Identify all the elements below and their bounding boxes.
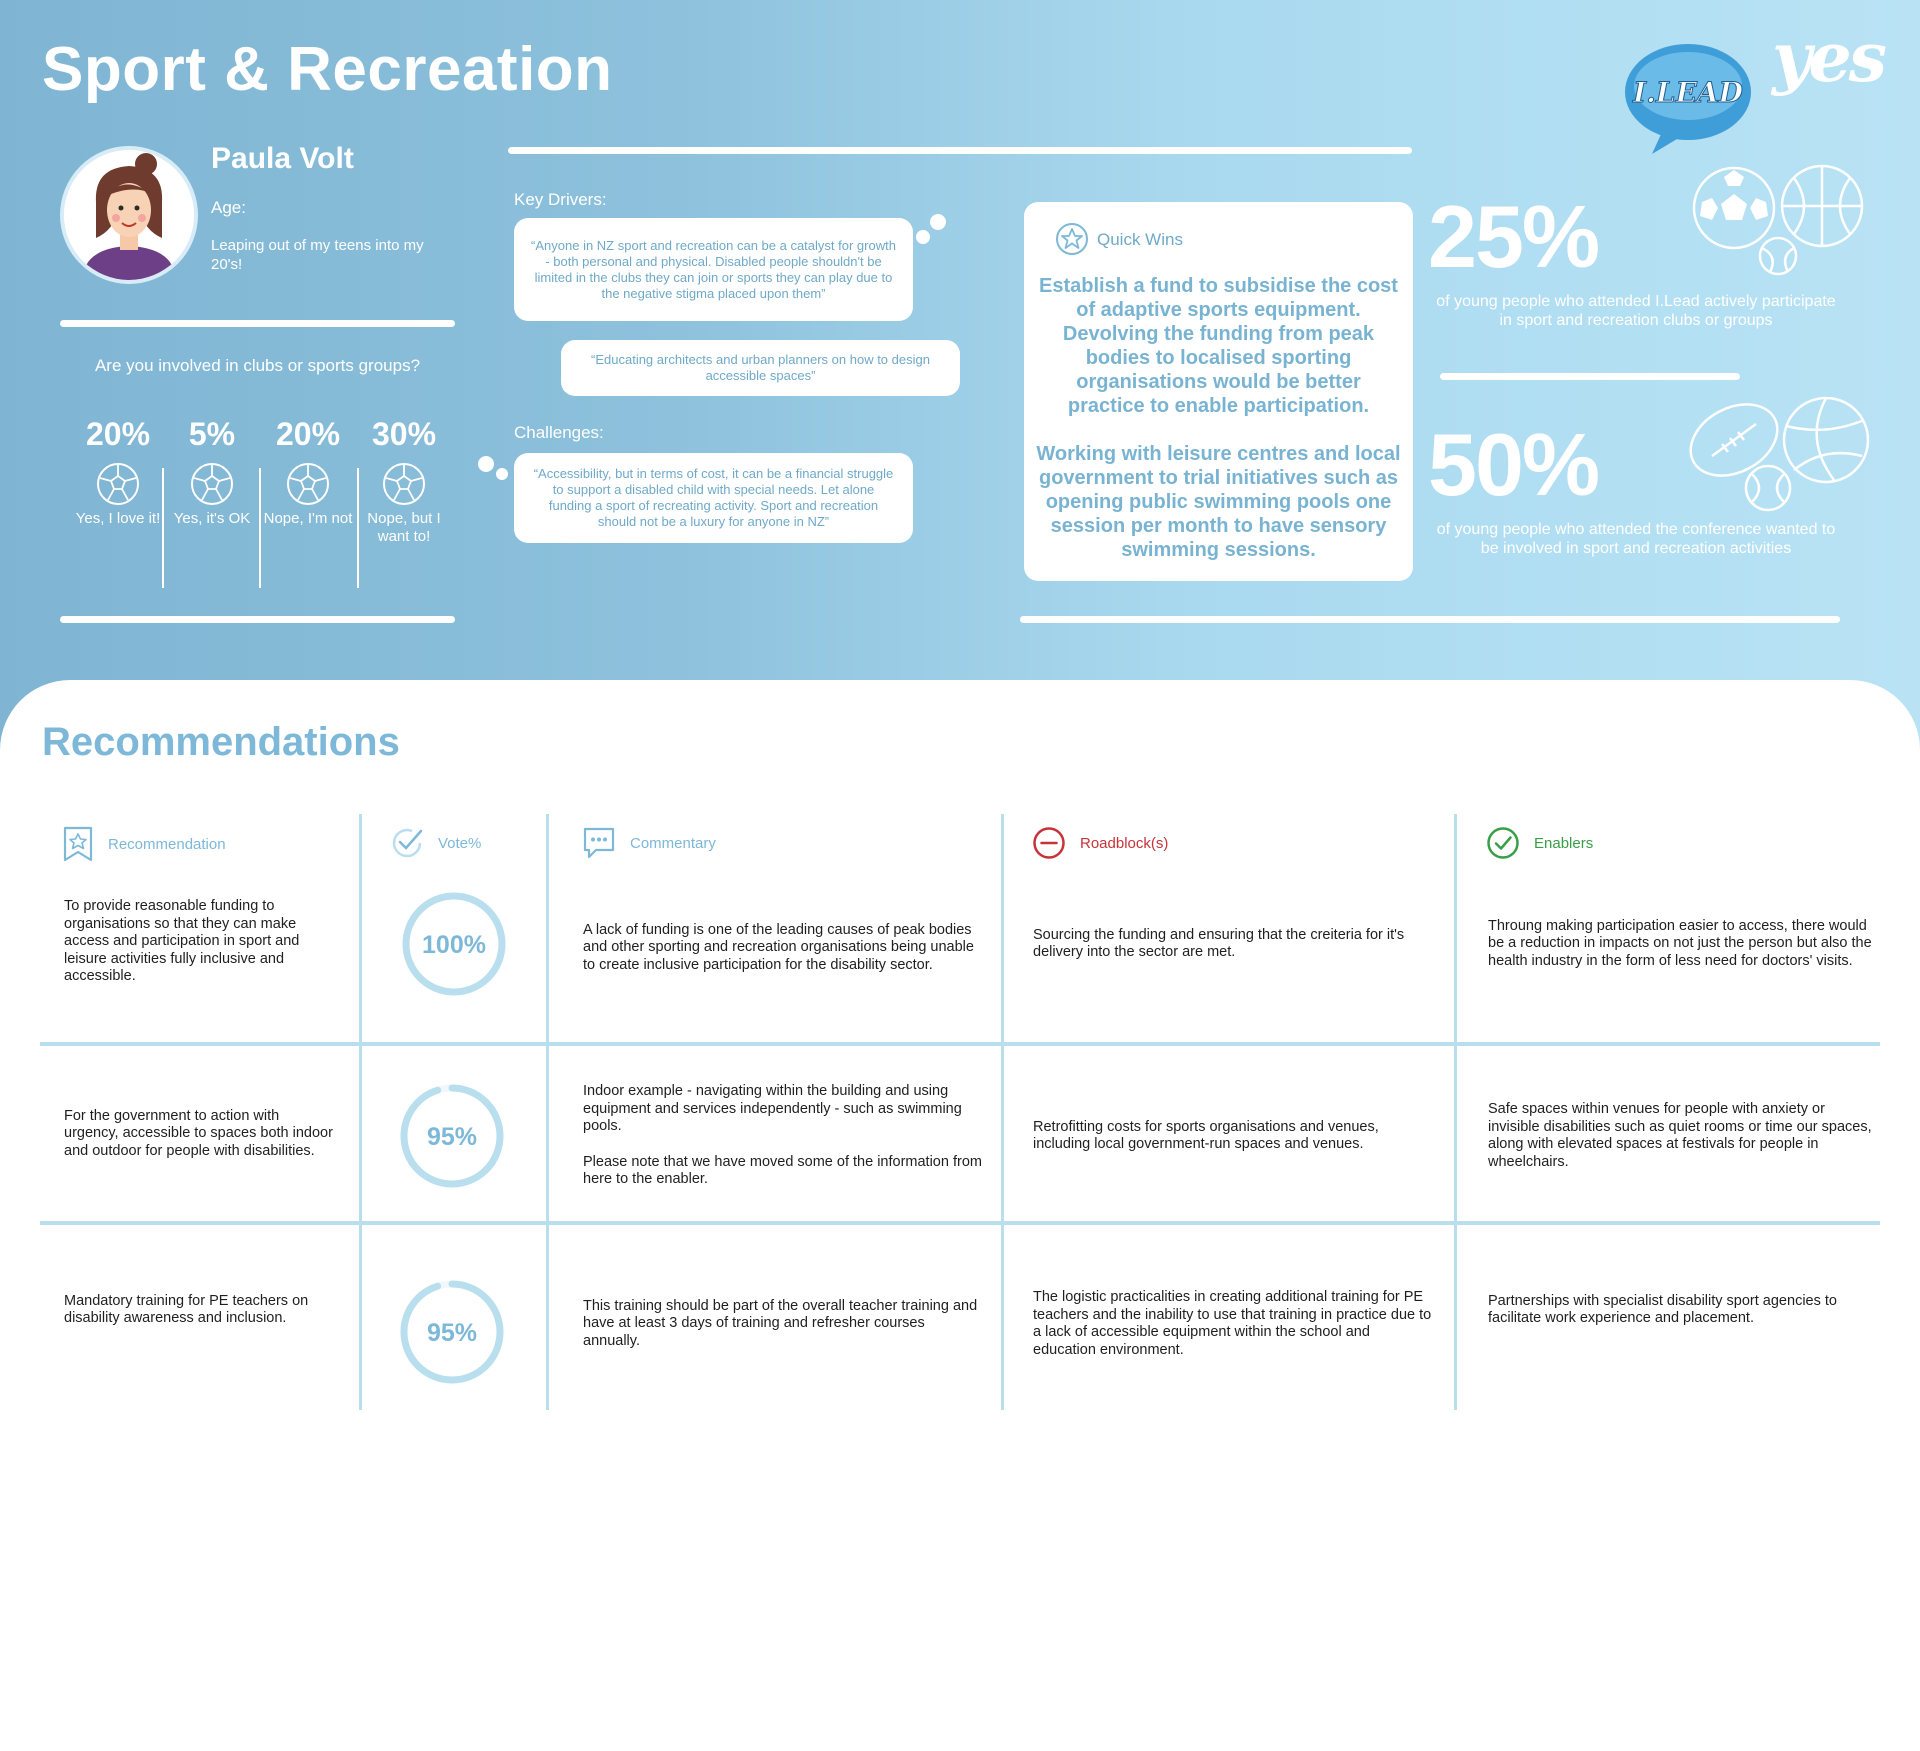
- poll-label: Yes, I love it!: [75, 510, 161, 527]
- poll-percent: 20%: [275, 416, 341, 452]
- cell-text: Safe spaces within venues for people with anxiety or invisible disabilities such as quiet rooms or time our spaces, along with elevated spaces at festivals for people in wheelchairs.: [1488, 1101, 1872, 1170]
- table-cell-roadblocks: [1033, 1244, 1433, 1404]
- persona-illustration: [64, 150, 194, 280]
- thought-dot: [478, 456, 494, 472]
- table-cell-roadblocks: [1033, 1064, 1433, 1208]
- minus-circle-icon: [1032, 826, 1066, 860]
- thought-dot: [496, 468, 508, 480]
- vote-percent: 95%: [426, 1319, 478, 1347]
- cell-text: For the government to action with urgency, accessible to spaces both indoor and outdoor for people with disabilities.: [64, 1107, 333, 1159]
- speech-bubble-icon: [582, 826, 616, 860]
- stat-caption: of young people who attended I.Lead actively participate in sport and recreation clubs or groups: [1436, 293, 1836, 329]
- quick-wins-body: [1036, 274, 1401, 586]
- table-cell-enablers: [1488, 1244, 1880, 1376]
- divider: [1440, 373, 1740, 380]
- challenges-label: Challenges:: [514, 423, 604, 442]
- poll-label: Yes, it's OK: [173, 510, 251, 527]
- poll-label: Nope, I'm not: [263, 510, 353, 527]
- poll-option: [70, 412, 166, 528]
- recommendations-panel: [0, 680, 1920, 1751]
- baseball-icon: [1746, 466, 1790, 510]
- soccer-ball-icon: [286, 462, 330, 506]
- sports-balls-icon: [1684, 396, 1874, 516]
- ilead-logo: [1622, 40, 1754, 158]
- stat-caption: of young people who attended the conference wanted to be involved in sport and recreation activities: [1436, 521, 1836, 557]
- persona-name: Paula Volt: [211, 142, 354, 175]
- quick-win-item: Establish a fund to subsidise the cost of adaptive sports equipment. Devolving the funding from peak bodies to localised sporting organisations would be better practice to enable participation.: [1039, 275, 1398, 417]
- cell-text: To provide reasonable funding to organisations so that they can make access and participation in sport and leisure activities fully inclusive and accessible.: [64, 898, 300, 985]
- soccer-ball-icon: [382, 462, 426, 506]
- persona-age-label: Age:: [211, 198, 246, 217]
- table-cell-commentary: [583, 1064, 983, 1208]
- vote-percent: 100%: [422, 931, 486, 959]
- poll-percent: 5%: [188, 416, 236, 452]
- bookmark-star-icon: [62, 826, 94, 862]
- check-circle-icon: [390, 826, 424, 860]
- cell-text: Please note that we have moved some of the information from here to the enabler.: [583, 1153, 982, 1188]
- thought-dot: [916, 230, 930, 244]
- row-divider: [40, 1042, 1880, 1046]
- avatar: [60, 146, 198, 284]
- table-cell-enablers: [1488, 872, 1880, 1016]
- yes-logo: yes: [1772, 18, 1885, 98]
- table-cell-roadblocks: [1033, 872, 1433, 1016]
- challenge-quote: “Accessibility, but in terms of cost, it can be a financial struggle to support a disabled child with special needs. Let alone funding a sport of recreating activity. Sport and recreation should not be a luxury for anyone in NZ”: [514, 453, 913, 543]
- ilead-logo-text: I.LEAD: [1633, 76, 1743, 109]
- divider: [60, 320, 455, 327]
- cell-text: A lack of funding is one of the leading causes of peak bodies and other sporting and recreation organisations being unable to create inclusive participation for the disability sector.: [583, 921, 974, 973]
- table-cell-recommendation: [64, 872, 334, 1012]
- column-header-label: Roadblock(s): [1080, 834, 1169, 852]
- stat-value: 50%: [1428, 415, 1599, 514]
- quick-win-item: Working with leisure centres and local government to trial initiatives such as opening public swimming pools one session per month to have sensory swimming sessions.: [1036, 443, 1401, 561]
- poll-percent: 30%: [371, 416, 437, 452]
- cell-text: Throung making participation easier to access, there would be a reduction in impacts on not just the person but also the health industry in the form of less need for doctors' visits.: [1488, 917, 1872, 969]
- table-cell-recommendation: [64, 1244, 334, 1376]
- cell-text: Retrofitting costs for sports organisations and venues, including local government-run spaces and venues.: [1033, 1118, 1379, 1152]
- poll-option: [260, 412, 356, 528]
- key-driver-quote: “Anyone in NZ sport and recreation can be a catalyst for growth - both personal and physical. Disabled people shouldn't be limited in the clubs they can join or sports they can play due to the negative stigma placed upon them”: [514, 218, 913, 321]
- cell-text: Partnerships with specialist disability sport agencies to facilitate work experience and placement.: [1488, 1292, 1837, 1326]
- column-header-recommendation: [62, 826, 226, 862]
- column-divider: [1454, 814, 1457, 1410]
- page-title: Sport & Recreation: [42, 35, 613, 104]
- column-divider: [1001, 814, 1004, 1410]
- table-cell-recommendation: [64, 1064, 334, 1204]
- quick-wins-heading: Quick Wins: [1097, 230, 1183, 249]
- column-header-enablers: [1486, 826, 1593, 860]
- poll-question: Are you involved in clubs or sports groups?: [94, 356, 421, 375]
- poll-option: [356, 412, 452, 546]
- sports-balls-icon: [1690, 164, 1870, 284]
- poll-option: [164, 412, 260, 528]
- rugby-ball-icon: [1684, 396, 1790, 490]
- column-header-label: Commentary: [630, 834, 716, 852]
- column-header-label: Recommendation: [108, 835, 226, 853]
- recommendations-title: Recommendations: [42, 720, 400, 764]
- key-drivers-label: Key Drivers:: [514, 190, 607, 209]
- column-divider: [546, 814, 549, 1410]
- table-cell-enablers: [1488, 1064, 1880, 1208]
- vote-ring: [397, 1081, 507, 1191]
- cell-text: The logistic practicalities in creating additional training for PE teachers and the inability to use that training in practice due to a lack of accessible equipment within the school and education environment.: [1033, 1289, 1432, 1358]
- soccer-ball-icon: [96, 462, 140, 506]
- column-header-commentary: [582, 826, 716, 860]
- tennis-ball-icon: [1760, 238, 1796, 274]
- column-divider: [359, 814, 362, 1410]
- column-header-label: Vote%: [438, 834, 482, 852]
- poll-percent: 20%: [85, 416, 151, 452]
- table-cell-commentary: [583, 872, 983, 1024]
- thought-dot: [930, 214, 946, 230]
- stat-value: 25%: [1428, 187, 1599, 286]
- cell-text: Sourcing the funding and ensuring that the creiteria for it's delivery into the sector are met.: [1033, 926, 1405, 960]
- cell-text: Mandatory training for PE teachers on disability awareness and inclusion.: [64, 1292, 309, 1326]
- persona-age-value: Leaping out of my teens into my 20's!: [211, 237, 424, 273]
- key-driver-quote: “Educating architects and urban planners on how to design accessible spaces”: [561, 340, 960, 396]
- cell-text: Indoor example - navigating within the building and using equipment and services independently - such as swimming pools.: [583, 1083, 962, 1135]
- column-header-label: Enablers: [1534, 834, 1594, 852]
- column-header-roadblocks: [1032, 826, 1168, 860]
- column-header-vote: [390, 826, 481, 860]
- soccer-ball-icon: [190, 462, 234, 506]
- vote-ring: [397, 1277, 507, 1387]
- check-circle-icon: [1486, 826, 1520, 860]
- poll-label: Nope, but I want to!: [367, 510, 441, 545]
- divider: [508, 147, 1412, 154]
- row-divider: [40, 1221, 1880, 1225]
- vote-percent: 95%: [426, 1123, 478, 1151]
- cell-text: This training should be part of the overall teacher training and have at least 3 days of training and refresher courses annually.: [583, 1297, 978, 1349]
- table-cell-commentary: [583, 1244, 983, 1404]
- vote-ring: [399, 889, 509, 999]
- divider: [1020, 616, 1840, 623]
- divider: [60, 616, 455, 623]
- star-icon: [1055, 222, 1089, 256]
